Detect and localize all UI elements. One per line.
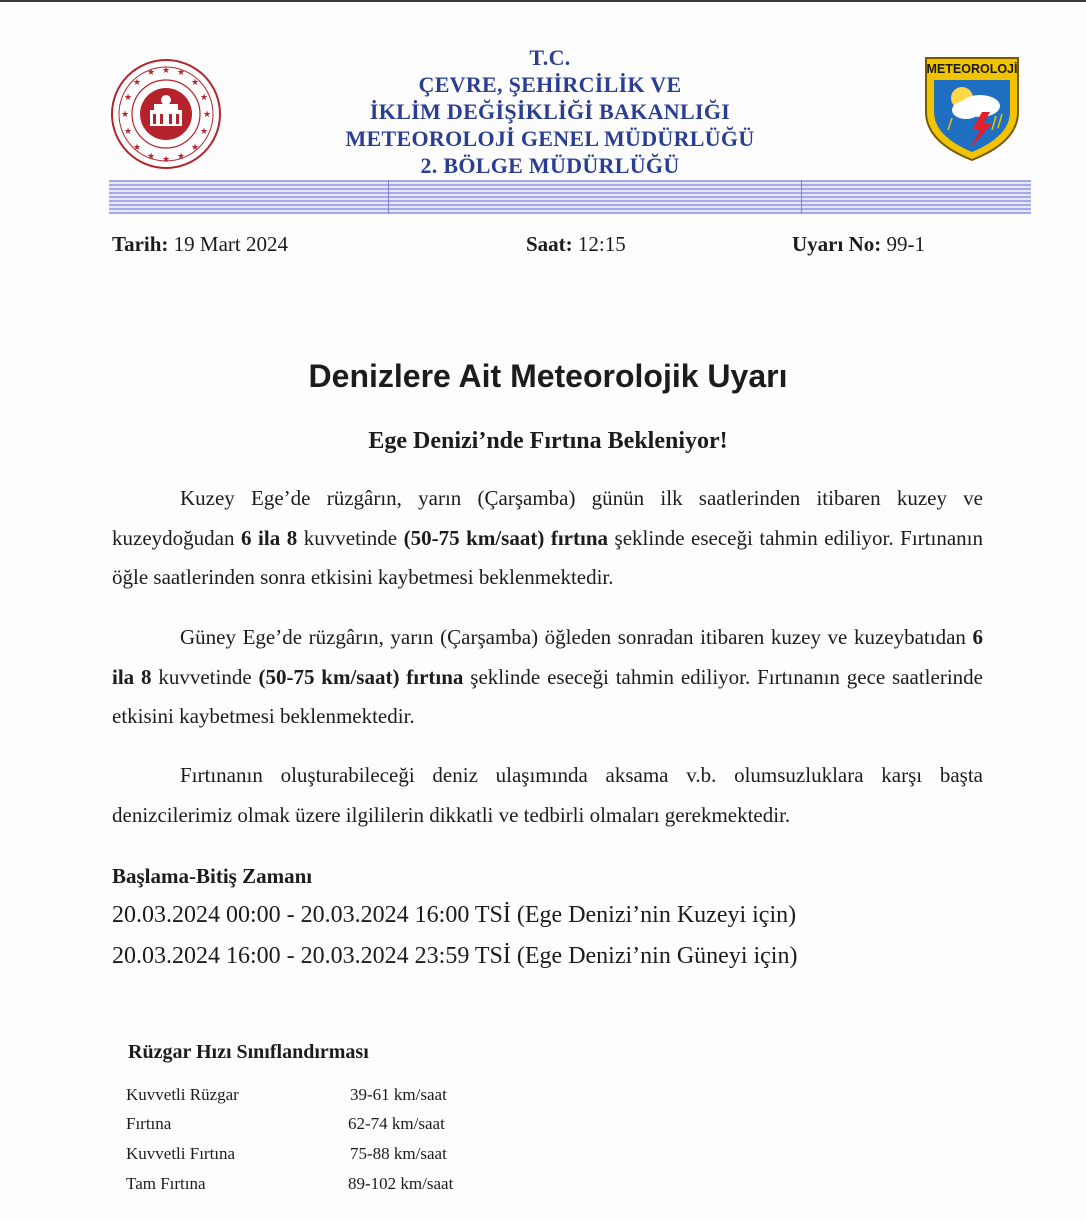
- classification-name: Kuvvetli Rüzgar: [126, 1085, 239, 1104]
- meta-date: [112, 232, 288, 257]
- warning-number-value: 99-1: [886, 232, 925, 256]
- svg-text:★: ★: [146, 152, 156, 162]
- date-label: Tarih:: [112, 232, 169, 256]
- classification-name: Fırtına: [126, 1114, 172, 1133]
- classification-title: Rüzgar Hızı Sınıflandırması: [128, 1041, 369, 1063]
- timing-period-north: 20.03.2024 00:00 - 20.03.2024 16:00 TSİ (Ege Denizi’nin Kuzeyi için): [112, 902, 797, 928]
- force-range: 6 ila 8: [241, 525, 298, 550]
- classification-speed: 89-102 km/saat: [348, 1174, 454, 1193]
- warning-number-label: Uyarı No:: [792, 232, 882, 256]
- timing-label: Başlama-Bitiş Zamanı: [112, 864, 313, 888]
- svg-text:★: ★: [123, 93, 133, 103]
- header-line-tc: T.C.: [529, 45, 571, 70]
- wind-speed-storm: (50-75 km/saat) fırtına: [403, 525, 608, 550]
- top-border: [0, 0, 1086, 2]
- svg-text:★: ★: [190, 78, 200, 88]
- svg-text:★: ★: [132, 143, 142, 153]
- timing-period-south: 20.03.2024 16:00 - 20.03.2024 23:59 TSİ (Ege Denizi’nin Güneyi için): [112, 943, 798, 969]
- classification-speed: 62-74 km/saat: [348, 1114, 445, 1133]
- header-band: [109, 180, 1031, 214]
- classification-speed: 39-61 km/saat: [350, 1085, 447, 1104]
- svg-text:★: ★: [132, 78, 142, 88]
- document-subtitle: Ege Denizi’nde Fırtına Bekleniyor!: [368, 428, 728, 454]
- paragraph-text: kuvvetinde: [297, 525, 404, 550]
- meteoroloji-logo: [922, 54, 1022, 164]
- paragraph-caution: Fırtınanın oluşturabileceği deniz ulaşımında aksama v.b. olumsuzluklara karşı başta denizcilerimiz olmak üzere ilgililerin dikkatli ve tedbirli olmaları gerekmektedir.: [112, 763, 983, 827]
- header-band-divider: [801, 180, 802, 214]
- classification-name: Tam Fırtına: [126, 1174, 206, 1193]
- header-line-ministry-2: İKLİM DEĞİŞİKLİĞİ BAKANLIĞI: [369, 99, 731, 124]
- svg-text:★: ★: [202, 110, 212, 120]
- header-line-directorate: METEOROLOJİ GENEL MÜDÜRLÜĞÜ: [345, 126, 755, 151]
- svg-text:★: ★: [146, 68, 156, 78]
- paragraph-text: şeklinde eseceği tahmin ediliyor. Fırtınanın gece saatlerinde etkisini kaybetmesi beklenmektedir.: [112, 664, 983, 728]
- date-value: 19 Mart 2024: [173, 232, 288, 256]
- document-title: Denizlere Ait Meteorolojik Uyarı: [308, 358, 788, 394]
- meta-warning-number: [792, 232, 925, 257]
- time-value: 12:15: [577, 232, 626, 256]
- classification-name: Kuvvetli Fırtına: [126, 1144, 236, 1163]
- header-line-ministry-1: ÇEVRE, ŞEHİRCİLİK VE: [418, 72, 682, 97]
- time-label: Saat:: [526, 232, 573, 256]
- svg-text:★: ★: [199, 93, 209, 103]
- header-band-divider: [388, 180, 389, 214]
- svg-text:★: ★: [176, 68, 186, 78]
- svg-text:★: ★: [120, 110, 130, 120]
- force-range: 6 ila 8: [112, 625, 983, 689]
- meta-time: [526, 232, 626, 257]
- svg-text:★: ★: [190, 143, 200, 153]
- wind-speed-storm: (50-75 km/saat) fırtına: [258, 664, 464, 689]
- paragraph-text: Kuzey Ege’de rüzgârın, yarın (Çarşamba) günün ilk saatlerinden itibaren kuzey ve kuzeydoğudan: [112, 486, 983, 550]
- svg-text:★: ★: [176, 152, 186, 162]
- svg-text:★: ★: [123, 127, 133, 137]
- paragraph-south-aegean: [112, 618, 983, 737]
- ministry-seal-icon: [110, 58, 222, 170]
- header-organization: [340, 44, 760, 179]
- paragraph-text: şeklinde eseceği tahmin ediliyor. Fırtınanın öğle saatlerinden sonra etkisini kaybetmesi beklenmektedir.: [112, 525, 983, 589]
- svg-text:★: ★: [161, 155, 171, 165]
- paragraph-text: Güney Ege’de rüzgârın, yarın (Çarşamba) öğleden sonradan itibaren kuzey ve kuzeybatıdan: [180, 625, 973, 649]
- classification-speed: 75-88 km/saat: [350, 1144, 447, 1163]
- paragraph-text: kuvvetinde: [151, 664, 259, 689]
- header-line-region: 2. BÖLGE MÜDÜRLÜĞÜ: [420, 153, 680, 178]
- paragraph-north-aegean: [112, 479, 983, 598]
- svg-text:★: ★: [161, 66, 171, 76]
- logo-text: METEOROLOJİ: [926, 62, 1018, 76]
- svg-text:★: ★: [199, 127, 209, 137]
